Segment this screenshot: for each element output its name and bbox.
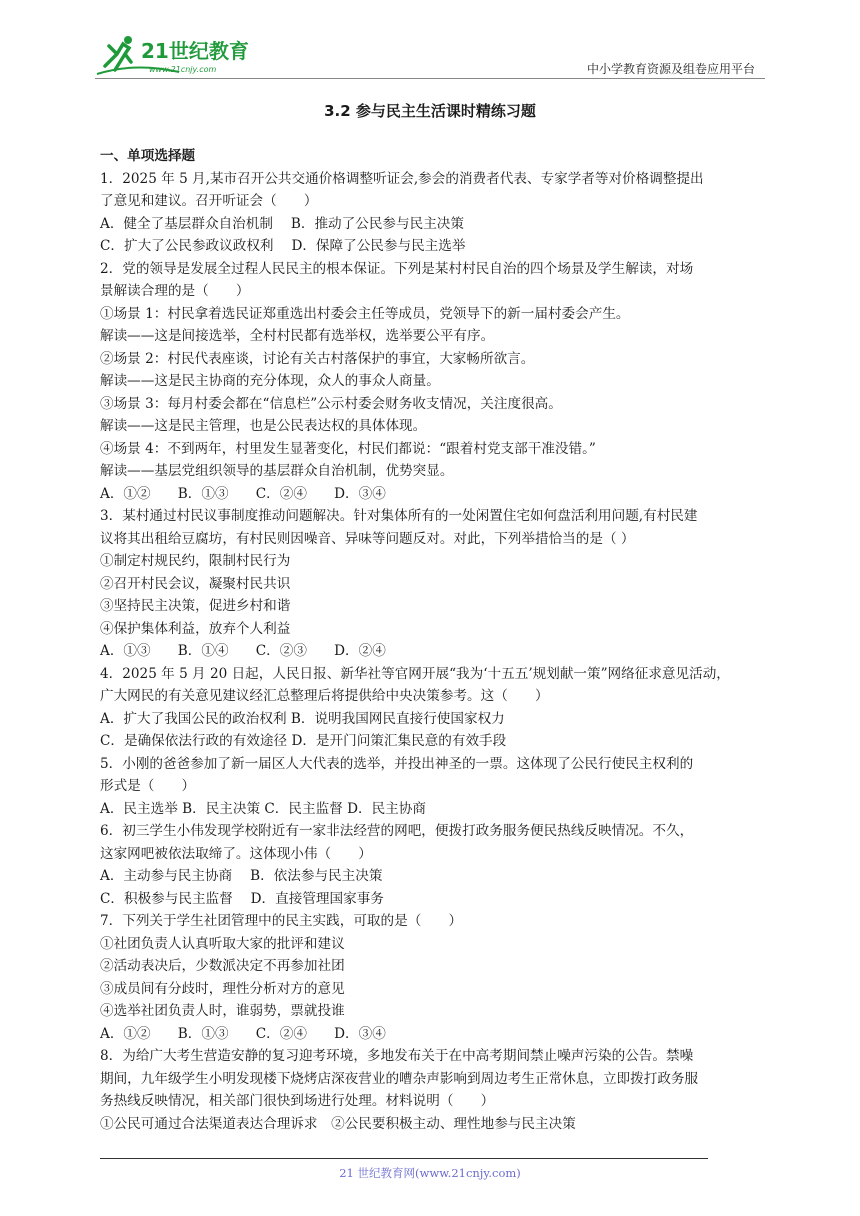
text-line: A．扩大了我国公民的政治权利 B．说明我国网民直接行使国家权力 [100, 710, 505, 727]
text-line: 3．某村通过村民议事制度推动问题解决。针对集体所有的一处闲置住宅如何盘活利用问题,有村民建 [100, 508, 698, 524]
text-line: C．扩大了公民参政议政权利 D．保障了公民参与民主选举 [100, 238, 466, 254]
page-header [95, 30, 765, 80]
text-line: 解读——这是民主协商的充分体现，众人的事众人商量。 [100, 373, 440, 389]
text-line: 解读——这是民主管理，也是公民表达权的具体体现。 [100, 418, 427, 434]
text-line: ④场景 4：不到两年，村里发生显著变化，村民们都说：“跟着村党支部干准没错。” [100, 440, 596, 457]
text-line: C．积极参与民主监督 D．直接管理国家事务 [100, 890, 384, 907]
text-line: 2．党的领导是发展全过程人民民主的根本保证。下列是某村村民自治的四个场景及学生解读，对场 [100, 260, 694, 277]
text-line: 形式是（ ） [100, 778, 196, 794]
text-line: A．民主选举 B．民主决策 C．民主监督 D．民主协商 [100, 800, 426, 817]
section-heading: 一、单项选择题 [100, 148, 196, 164]
text-line: ②场景 2：村民代表座谈，讨论有关古村落保护的事宜，大家畅所欲言。 [100, 350, 535, 367]
text-line: 广大网民的有关意见建议经汇总整理后将提供给中央决策参考。这（ ） [100, 688, 549, 704]
text-line: 议将其出租给豆腐坊，有村民则因噪音、异味等问题反对。对此，下列举措恰当的是（ ） [100, 530, 635, 547]
text-line: 4．2025 年 5 月 20 日起，人民日报、新华社等官网开展“我为‘十五五’规划献一策”网络征求意见活动， [100, 665, 730, 682]
page-title: 3.2 参与民主生活课时精练习题 [324, 102, 536, 120]
text-line: ③场景 3：每月村委会都在“信息栏”公示村委会财务收支情况，关注度很高。 [100, 395, 562, 412]
text-line: C．是确保依法行政的有效途径 D．是开门问策汇集民意的有效手段 [100, 733, 507, 749]
text-line: ③成员间有分歧时，理性分析对方的意见 [100, 980, 345, 997]
text-line: 期间，九年级学生小明发现楼下烧烤店深夜营业的嘈杂声影响到周边考生正常休息，立即拨打政务服 [100, 1070, 699, 1087]
text-line: 了意见和建议。召开听证会（ ） [100, 193, 318, 209]
text-line: 5．小刚的爸爸参加了新一届区人大代表的选举，并投出神圣的一票。这体现了公民行使民主权利的 [100, 755, 694, 772]
svg-text:21世纪教育: 21世纪教育 [141, 39, 249, 63]
text-line: 8．为给广大考生营造安静的复习迎考环境，多地发布关于在中高考期间禁止噪声污染的公告。禁噪 [100, 1048, 694, 1064]
text-line: ①场景 1：村民拿着选民证郑重选出村委会主任等成员，党领导下的新一届村委会产生。 [100, 305, 630, 322]
site-logo [95, 32, 265, 78]
text-line: 解读——这是间接选举，全村村民都有选举权，选举要公平有序。 [100, 328, 495, 344]
text-line: 务热线反映情况，相关部门很快到场进行处理。材料说明（ ） [100, 1093, 495, 1109]
text-line: 1．2025 年 5 月,某市召开公共交通价格调整听证会,参会的消费者代表、专家学者等对价格调整提出 [100, 170, 704, 187]
text-line: A．①③ B．①④ C．②③ D．②④ [100, 643, 386, 659]
text-line: ②召开村民会议，凝聚村民共识 [100, 575, 291, 592]
text-line: ①公民可通过合法渠道表达合理诉求 ②公民要积极主动、理性地参与民主决策 [100, 1115, 576, 1132]
text-line: ②活动表决后，少数派决定不再参加社团 [100, 958, 345, 974]
footer-text: 21 世纪教育网(www.21cnjy.com) [339, 1166, 521, 1180]
runner-icon [105, 44, 131, 70]
text-line: 景解读合理的是（ ） [100, 283, 250, 299]
text-line: ①制定村规民约，限制村民行为 [100, 553, 291, 569]
text-line: 7．下列关于学生社团管理中的民主实践，可取的是（ ） [100, 913, 463, 929]
text-line: A．①② B．①③ C．②④ D．③④ [100, 485, 386, 502]
text-line: A．主动参与民主协商 B．依法参与民主决策 [100, 868, 383, 884]
text-line: ④保护集体利益，放弃个人利益 [100, 620, 291, 637]
svg-text:www.21cnjy.com: www.21cnjy.com [149, 65, 217, 74]
platform-label: 中小学教育资源及组卷应用平台 [586, 62, 755, 76]
question-lines [100, 168, 765, 1136]
footer-divider [100, 1158, 708, 1159]
text-line: 解读——基层党组织领导的基层群众自治机制，优势突显。 [100, 463, 454, 479]
text-line: ①社团负责人认真听取大家的批评和建议 [100, 935, 345, 952]
text-line: A．健全了基层群众自治机制 B．推动了公民参与民主决策 [100, 215, 464, 232]
header-divider [95, 78, 765, 79]
text-line: 6．初三学生小伟发现学校附近有一家非法经营的网吧，便拨打政务服务便民热线反映情况。不久， [100, 823, 694, 839]
text-line: ④选举社团负责人时，谁弱势，票就投谁 [100, 1003, 345, 1019]
text-line: A．①② B．①③ C．②④ D．③④ [100, 1025, 386, 1042]
question-body [100, 145, 765, 1135]
text-line: 这家网吧被依法取缔了。这体现小伟（ ） [100, 845, 372, 862]
text-line: ③坚持民主决策，促进乡村和谐 [100, 598, 291, 614]
